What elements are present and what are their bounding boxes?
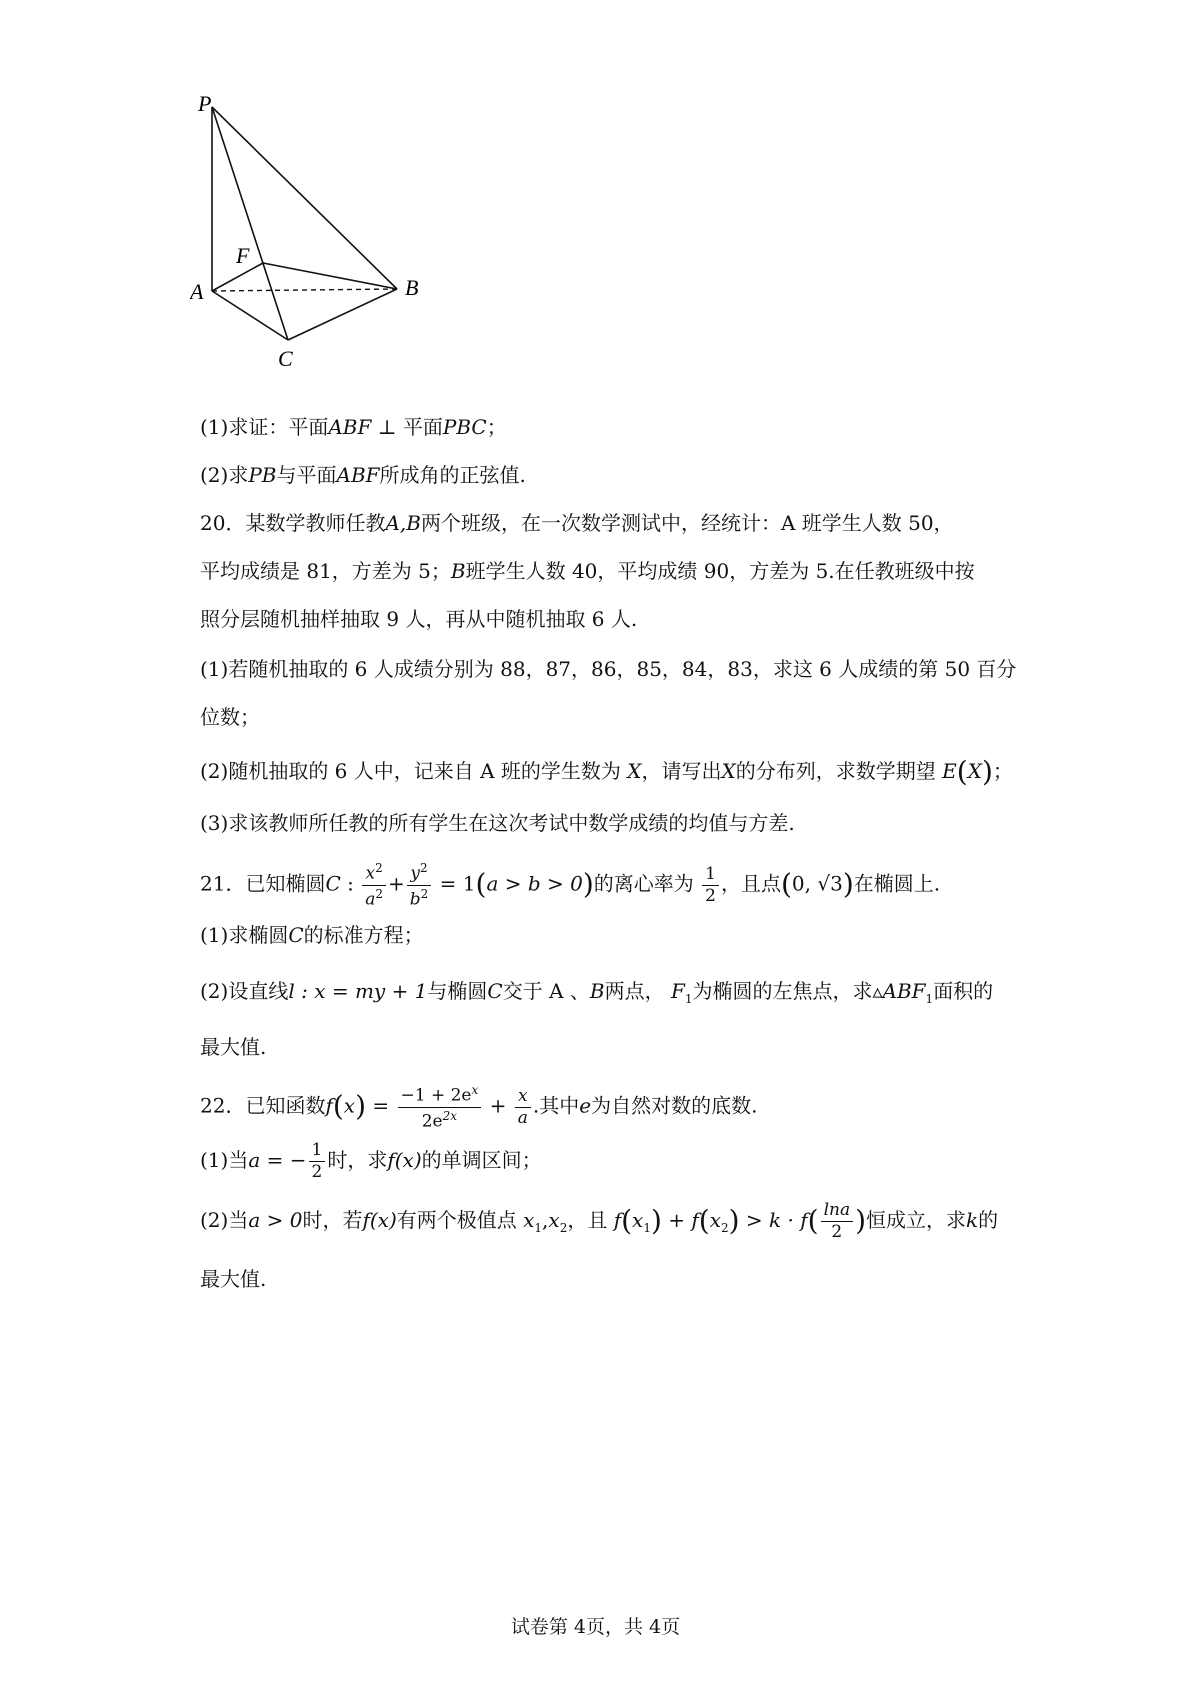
- edge-ab-hidden: [212, 289, 397, 291]
- fraction-neg-half: $\frac{1}{2}$: [309, 1142, 326, 1181]
- q22-part2-line1: (2)当a > 0时，若f(x)有两个极值点 $x_1,x_2$，且 $f(x_1) + f(x_2) > k \cdot f$( $\frac{\ln a}{2}$ )恒成立，求k的: [200, 1200, 999, 1242]
- q19-part2: (2)求PB与平面ABF所成角的正弦值.: [200, 463, 526, 487]
- q19-part1: (1)求证：平面ABF ⊥ 平面PBC；: [200, 415, 507, 439]
- label-b: B: [405, 275, 419, 300]
- q21-stem: 21．已知椭圆C : $\frac{x^2}{a^2}$ + $\frac{y^2}{b^2}$ = 1(a > b > 0)的离心率为 $\frac{1}{2}$ ，且点(0, √3)在椭圆上.: [200, 861, 941, 910]
- q22-part2-line2: 最大值.: [200, 1267, 267, 1291]
- q21-part2-line2: 最大值.: [200, 1035, 267, 1059]
- q20-stem-line1: 20．某数学教师任教A,B两个班级，在一次数学测试中，经统计：A 班学生人数 50，: [200, 511, 954, 535]
- label-p: P: [198, 91, 212, 116]
- q22-stem: 22．已知函数f(x) = $\frac{-1 + 2e^x}{2e^{2x}}$ + $\frac{x}{a}$ .其中e为自然对数的底数.: [200, 1083, 758, 1132]
- q20-part3: (3)求该教师所任教的所有学生在这次考试中数学成绩的均值与方差.: [200, 811, 795, 835]
- fraction-x2-a2: $\frac{x^2}{a^2}$: [362, 862, 386, 908]
- q21-part2-line1: (2)设直线l : x = my + 1与椭圆C交于 A 、B两点， $F_1$为椭圆的左焦点，求$▵ABF_1$面积的: [200, 979, 994, 1006]
- page-footer: 试卷第 4页，共 4页: [510, 1616, 681, 1638]
- label-a: A: [190, 279, 204, 304]
- label-c: C: [278, 346, 293, 371]
- fraction-x-a: $\frac{x}{a}$: [515, 1088, 531, 1127]
- q20-part1-line1: (1)若随机抽取的 6 人成绩分别为 88，87，86，85，84，83，求这 6 人成绩的第 50 百分: [200, 657, 1017, 681]
- edge-bc: [288, 289, 397, 340]
- fraction-y2-b2: $\frac{y^2}{b^2}$: [407, 862, 432, 908]
- fraction-fx: $\frac{-1 + 2e^x}{2e^{2x}}$: [398, 1084, 482, 1130]
- pyramid-figure: [190, 85, 440, 385]
- q20-part2: (2)随机抽取的 6 人中，记来自 A 班的学生数为 X，请写出X的分布列，求数学期望 E(X)；: [200, 755, 1013, 788]
- fraction-lna-2: $\frac{\ln a}{2}$: [821, 1202, 854, 1241]
- edge-fb: [263, 263, 397, 289]
- edge-pc: [212, 107, 288, 340]
- q21-part1: (1)求椭圆C的标准方程；: [200, 923, 424, 947]
- edge-ac: [212, 291, 288, 340]
- label-f: F: [236, 243, 250, 268]
- q20-part1-line2: 位数；: [200, 705, 260, 729]
- q20-stem-line2: 平均成绩是 81，方差为 5；B班学生人数 40，平均成绩 90，方差为 5.在任教班级中按: [200, 559, 975, 583]
- q20-stem-line3: 照分层随机抽样抽取 9 人，再从中随机抽取 6 人.: [200, 607, 638, 631]
- fraction-one-half: $\frac{1}{2}$: [702, 866, 719, 905]
- q22-part1: (1)当a = − $\frac{1}{2}$ 时，求f(x)的单调区间；: [200, 1140, 542, 1182]
